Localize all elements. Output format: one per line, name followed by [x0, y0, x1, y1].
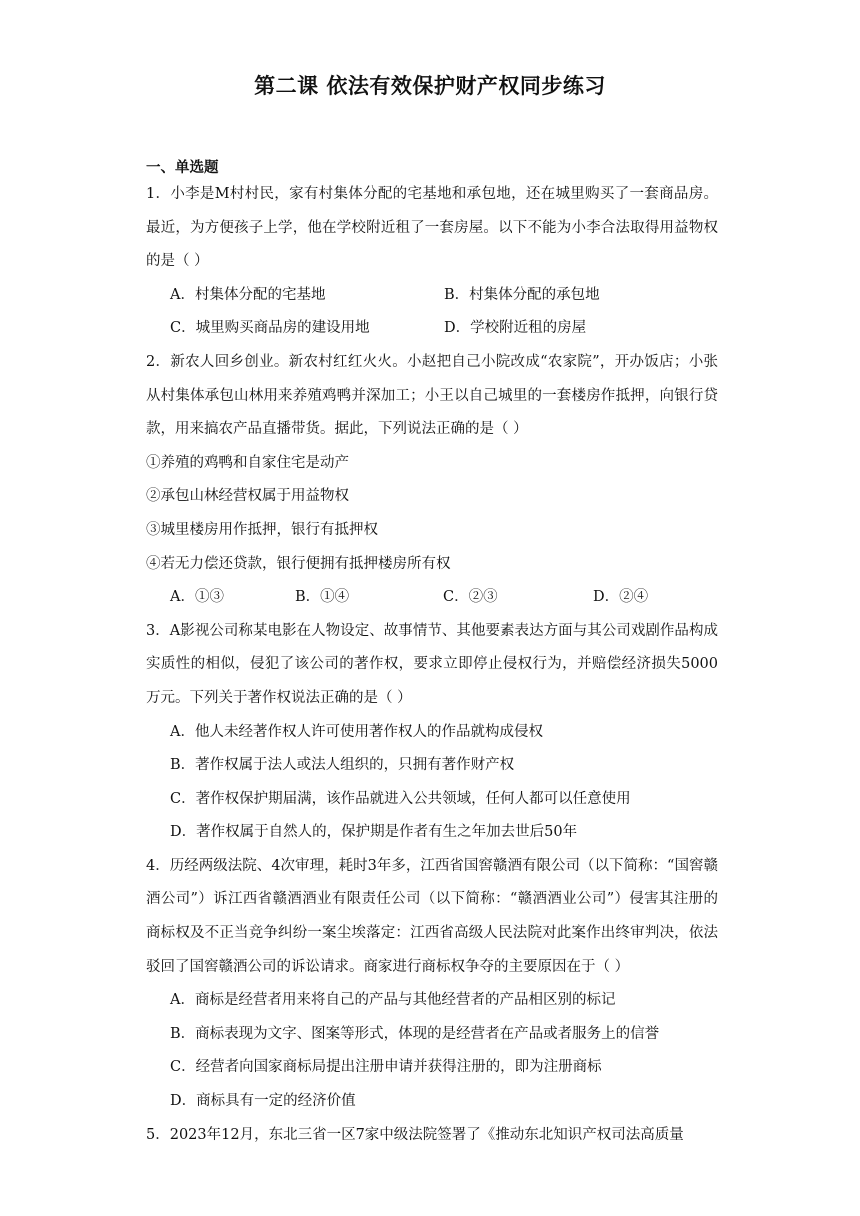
question-1-option-c[interactable]: C．城里购买商品房的建设用地	[170, 320, 370, 337]
question-2-statement-4: ④若无力偿还贷款，银行便拥有抵押楼房所有权	[146, 555, 451, 572]
question-3-option-a[interactable]: A．他人未经著作权人许可使用著作权人的作品就构成侵权	[170, 723, 543, 740]
question-4-stem: 4．历经两级法院、4次审理，耗时3年多，江西省国窖赣酒有限公司（以下简称：“国窖赣酒公司”）诉江西省赣酒酒业有限责任公司（以下简称：“赣酒酒业公司”）侵害其注册的商标权及不正当竞争纠纷一案尘埃落定：江西省高级人民法院对此案作出终审判决，依法驳回了国窖赣酒公司的诉讼请求。商家进行商标权争夺的主要原因在于（ ）	[146, 857, 718, 975]
question-2-option-c[interactable]: C．②③	[443, 589, 498, 606]
question-2-option-a[interactable]: A．①③	[170, 589, 224, 606]
question-2-options	[146, 581, 718, 615]
question-1-option-a[interactable]: A．村集体分配的宅基地	[170, 286, 326, 303]
question-4-option-b[interactable]: B．商标表现为文字、图案等形式，体现的是经营者在产品或者服务上的信誉	[170, 1025, 660, 1042]
question-4-option-a[interactable]: A．商标是经营者用来将自己的产品与其他经营者的产品相区别的标记	[170, 992, 616, 1009]
question-1-options	[146, 279, 718, 346]
page-title: 第二课 依法有效保护财产权同步练习	[254, 74, 606, 98]
question-2-statement-1: ①养殖的鸡鸭和自家住宅是动产	[146, 454, 349, 471]
question-3-option-c[interactable]: C．著作权保护期届满，该作品就进入公共领域，任何人都可以任意使用	[170, 790, 631, 807]
question-1-option-b[interactable]: B．村集体分配的承包地	[444, 286, 600, 303]
question-4-option-c[interactable]: C．经营者向国家商标局提出注册申请并获得注册的，即为注册商标	[170, 1059, 602, 1076]
question-5-stem: 5．2023年12月，东北三省一区7家中级法院签署了《推动东北知识产权司法高质量	[146, 1126, 684, 1143]
section-heading: 一、单选题	[146, 160, 219, 176]
question-3-option-b[interactable]: B．著作权属于法人或法人组织的，只拥有著作财产权	[170, 757, 515, 774]
question-1-stem: 1．小李是M村村民，家有村集体分配的宅基地和承包地，还在城里购买了一套商品房。最近，为方便孩子上学，他在学校附近租了一套房屋。以下不能为小李合法取得用益物权的是（ ）	[146, 186, 718, 270]
question-2-stem: 2．新农人回乡创业。新农村红红火火。小赵把自己小院改成“农家院”，开办饭店；小张从村集体承包山林用来养殖鸡鸭并深加工；小王以自己城里的一套楼房作抵押，向银行贷款，用来搞农产品直播带货。据此，下列说法正确的是（ ）	[146, 353, 718, 438]
question-2-statement-2: ②承包山林经营权属于用益物权	[146, 488, 349, 505]
question-1-option-d[interactable]: D．学校附近租的房屋	[444, 320, 587, 337]
question-2-option-b[interactable]: B．①④	[295, 589, 350, 606]
question-2-statement-3: ③城里楼房用作抵押，银行有抵押权	[146, 521, 378, 538]
questions-body	[146, 178, 718, 1152]
question-4-option-d[interactable]: D．商标具有一定的经济价值	[170, 1093, 356, 1110]
question-2-option-d[interactable]: D．②④	[593, 589, 649, 606]
question-3-stem: 3．A影视公司称某电影在人物设定、故事情节、其他要素表达方面与其公司戏剧作品构成实质性的相似，侵犯了该公司的著作权，要求立即停止侵权行为，并赔偿经济损失5000万元。下列关于著作权说法正确的是（ ）	[146, 622, 718, 706]
question-3-option-d[interactable]: D．著作权属于自然人的，保护期是作者有生之年加去世后50年	[170, 824, 578, 841]
